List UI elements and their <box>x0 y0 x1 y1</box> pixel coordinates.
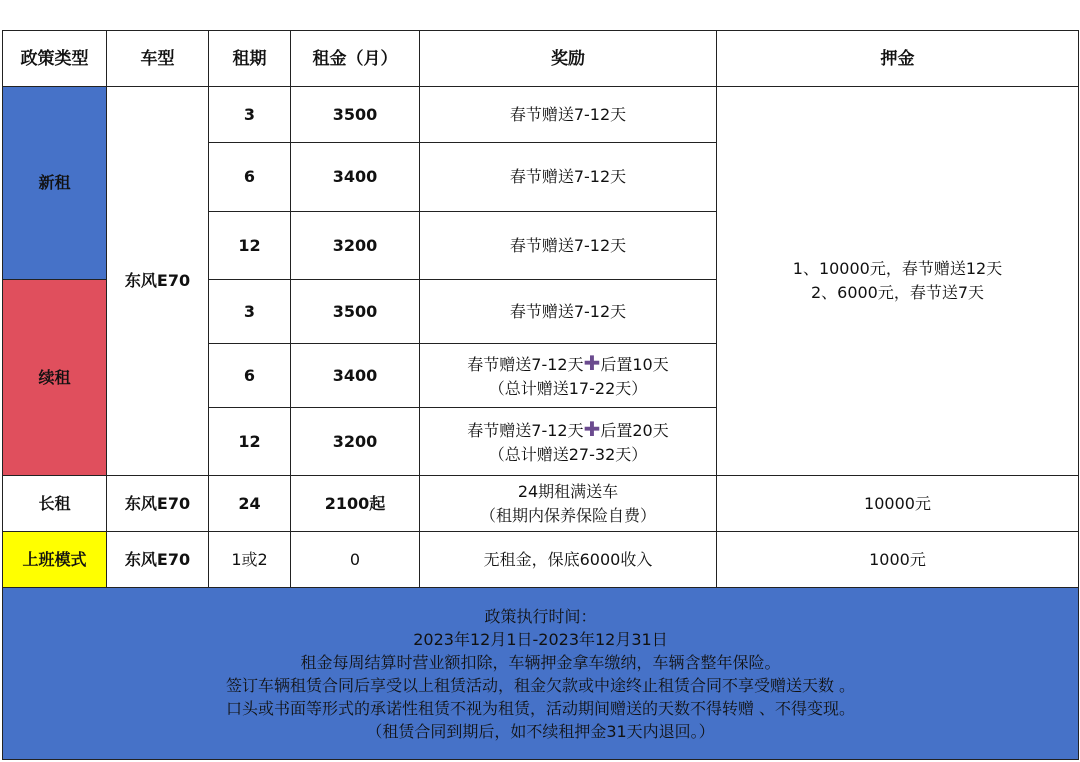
model-cell: 东风E70 <box>107 532 209 588</box>
model-cell: 东风E70 <box>107 476 209 532</box>
footer-row <box>3 588 1079 760</box>
policy-notes <box>3 588 1079 760</box>
reward-part: 后置10天 <box>600 354 669 374</box>
long-term-row <box>3 476 1079 532</box>
deposit-option-2: 2、6000元，春节送7天 <box>810 283 985 302</box>
header-row <box>3 31 1079 87</box>
term-cell: 6 <box>209 143 291 212</box>
rent-cell: 3200 <box>291 408 420 476</box>
notes-settlement: 租金每周结算时营业额扣除，车辆押金拿车缴纳，车辆含整年保险。 <box>300 652 781 672</box>
group-renewal: 续租 <box>3 280 107 476</box>
deposit-shared-cell <box>717 87 1079 476</box>
table-row <box>3 87 1079 143</box>
plus-icon: ✚ <box>583 350 601 375</box>
group-long-term: 长租 <box>3 476 107 532</box>
header-reward: 奖励 <box>420 31 717 87</box>
notes-heading: 政策执行时间： <box>484 606 597 626</box>
deposit-cell: 1000元 <box>717 532 1079 588</box>
notes-contract: 签订车辆租赁合同后享受以上租赁活动，租金欠款或中途终止租赁合同不享受赠送天数 。 <box>225 675 856 695</box>
term-cell: 24 <box>209 476 291 532</box>
reward-total: （总计赠送27-32天） <box>488 444 648 464</box>
reward-line <box>420 417 716 443</box>
rent-cell: 3400 <box>291 143 420 212</box>
rent-cell: 3500 <box>291 280 420 344</box>
term-cell: 6 <box>209 344 291 408</box>
rental-policy-table <box>2 30 1079 760</box>
header-rent: 租金（月） <box>291 31 420 87</box>
reward-cell: 春节赠送7-12天 <box>420 212 717 280</box>
group-new-rent: 新租 <box>3 87 107 280</box>
reward-cell: 春节赠送7-12天 <box>420 143 717 212</box>
header-deposit: 押金 <box>717 31 1079 87</box>
reward-cell <box>420 476 717 532</box>
reward-part: 春节赠送7-12天 <box>467 420 584 440</box>
term-cell: 12 <box>209 212 291 280</box>
header-model: 车型 <box>107 31 209 87</box>
reward-cell <box>420 408 717 476</box>
term-cell: 1或2 <box>209 532 291 588</box>
rent-cell: 0 <box>291 532 420 588</box>
policy-sheet <box>2 30 1078 760</box>
rent-cell: 2100起 <box>291 476 420 532</box>
reward-note: （租期内保养保险自费） <box>479 505 656 525</box>
notes-verbal: 口头或书面等形式的承诺性租赁不视为租赁，活动期间赠送的天数不得转赠 、不得变现。 <box>225 698 856 718</box>
header-term: 租期 <box>209 31 291 87</box>
reward-part: 后置20天 <box>600 420 669 440</box>
rent-cell: 3400 <box>291 344 420 408</box>
reward-line: 24期租满送车 <box>517 481 619 501</box>
term-cell: 3 <box>209 87 291 143</box>
notes-period: 2023年12月1日-2023年12月31日 <box>413 629 668 649</box>
deposit-option-1: 1、10000元，春节赠送12天 <box>792 259 1003 278</box>
reward-line <box>420 351 716 377</box>
reward-cell: 春节赠送7-12天 <box>420 87 717 143</box>
reward-cell: 春节赠送7-12天 <box>420 280 717 344</box>
reward-part: 春节赠送7-12天 <box>467 354 584 374</box>
plus-icon: ✚ <box>583 416 601 441</box>
commute-row <box>3 532 1079 588</box>
reward-cell: 无租金，保底6000收入 <box>420 532 717 588</box>
term-cell: 12 <box>209 408 291 476</box>
reward-total: （总计赠送17-22天） <box>488 378 648 398</box>
group-commute: 上班模式 <box>3 532 107 588</box>
deposit-cell: 10000元 <box>717 476 1079 532</box>
reward-cell <box>420 344 717 408</box>
rent-cell: 3500 <box>291 87 420 143</box>
rent-cell: 3200 <box>291 212 420 280</box>
model-cell: 东风E70 <box>107 87 209 476</box>
notes-refund: （租赁合同到期后，如不续租押金31天内退回。） <box>366 721 715 741</box>
header-policy-type: 政策类型 <box>3 31 107 87</box>
term-cell: 3 <box>209 280 291 344</box>
